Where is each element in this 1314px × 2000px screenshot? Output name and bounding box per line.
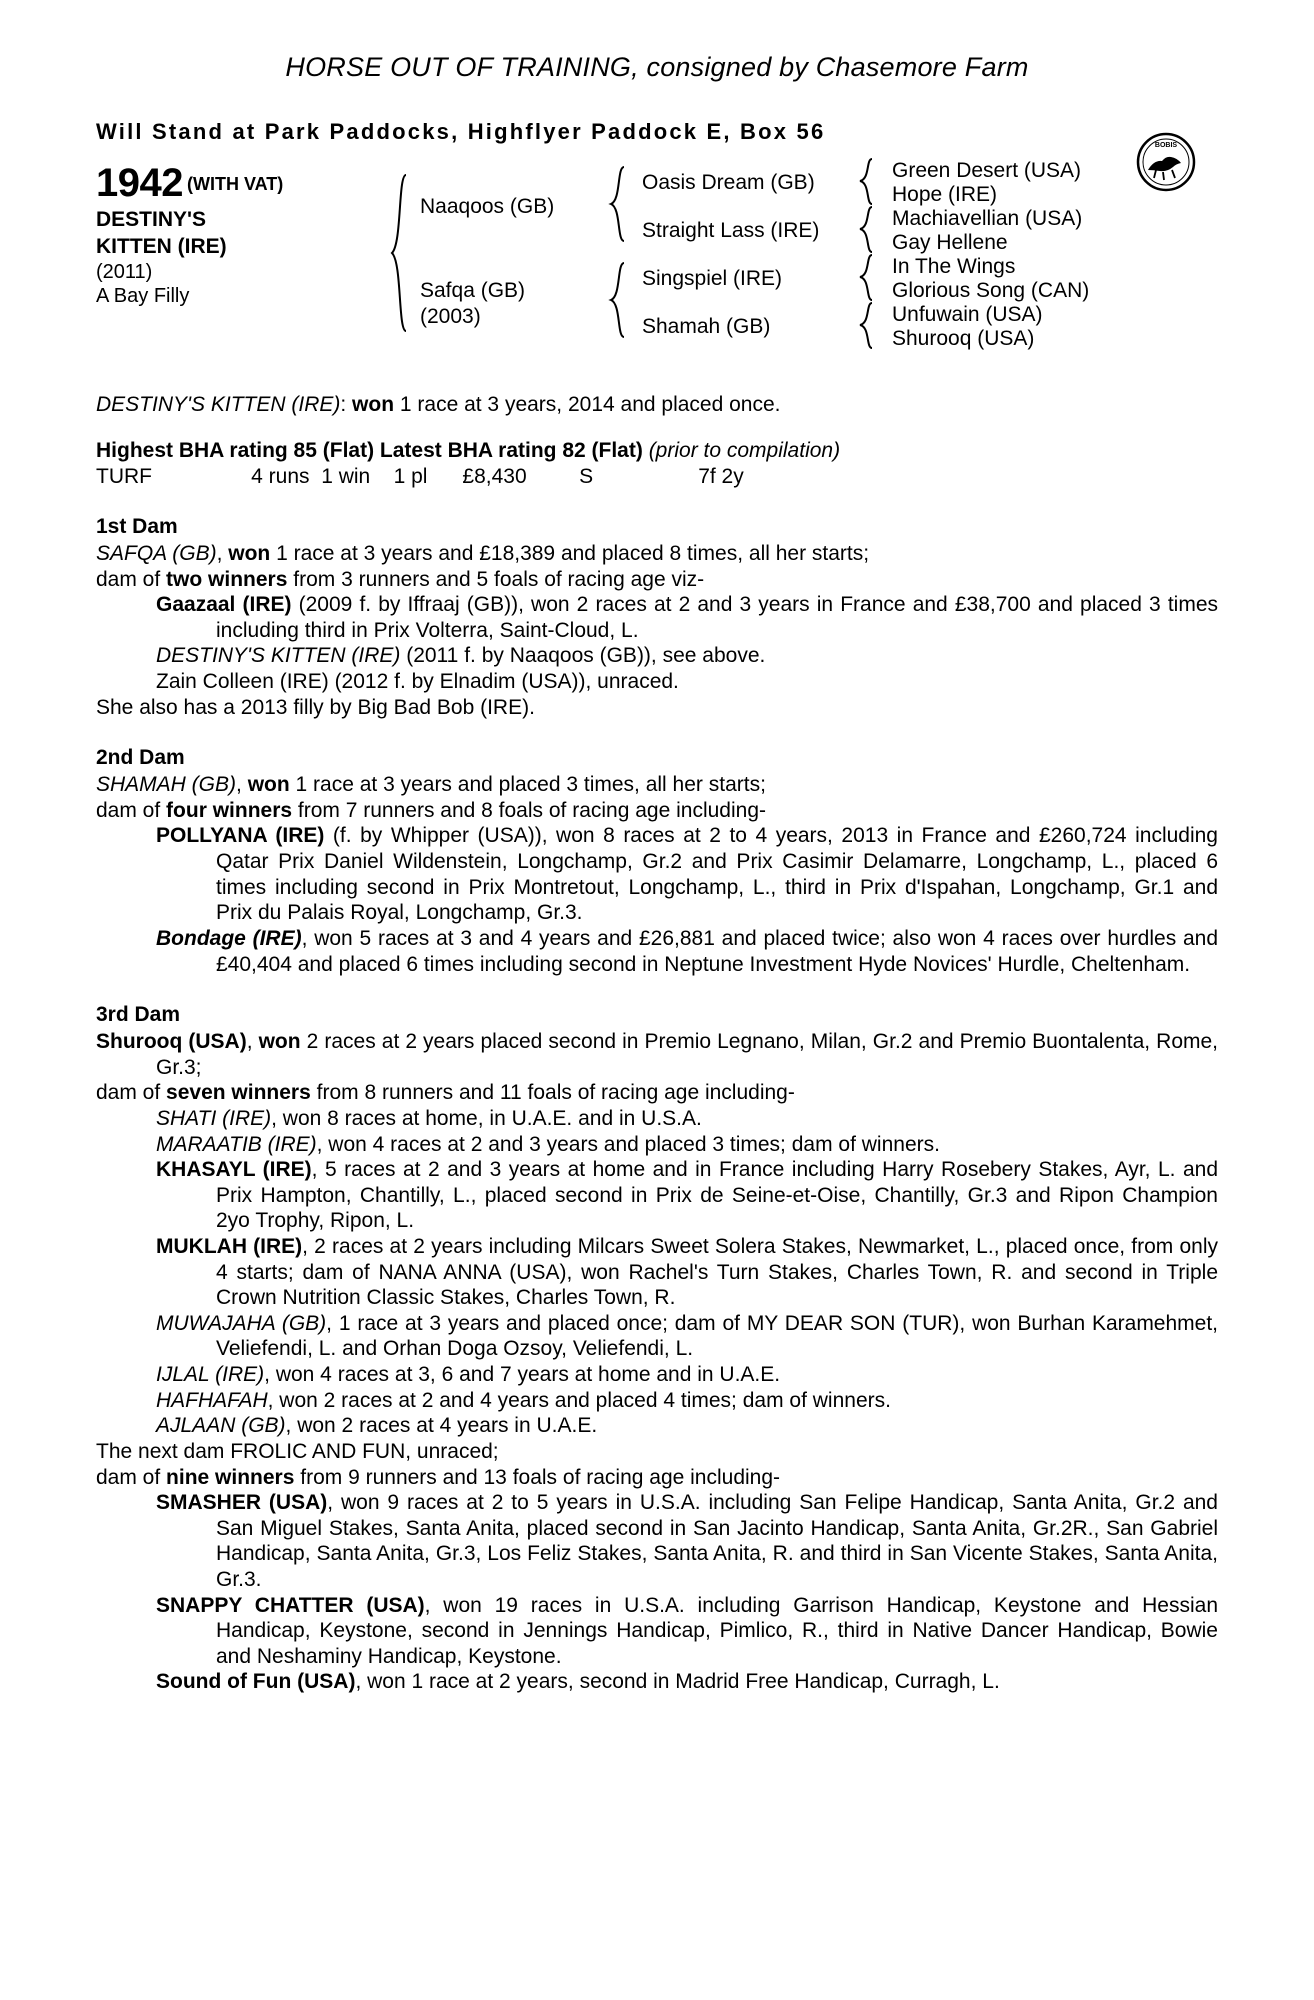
great-grandparent-7: Unfuwain (USA) [892, 303, 1043, 326]
pedigree-brace-3 [608, 261, 628, 339]
great-grandparent-3: Machiavellian (USA) [892, 207, 1083, 230]
great-grandparent-4: Gay Hellene [892, 231, 1008, 254]
turf-record-row: TURF 4 runs 1 win 1 pl £8,430 S 7f 2y [96, 465, 744, 488]
dam3-progeny-7 [96, 1388, 1218, 1414]
grandparent-1: Oasis Dream (GB) [642, 171, 815, 194]
dam3-progeny-4 [96, 1234, 1218, 1311]
section-heading-1st-dam: 1st Dam [96, 515, 178, 538]
progeny-text: , won 2 races at 4 years in U.A.E. [285, 1414, 598, 1438]
pedigree-brace-2 [608, 165, 628, 243]
progeny-name: Bondage (IRE) [156, 926, 302, 950]
progeny-name: Zain Colleen (IRE) [156, 670, 329, 694]
dam1-footer: She also has a 2013 filly by Big Bad Bob (IRE). [96, 695, 535, 719]
dam1-progeny-1 [96, 592, 1218, 643]
dam1-progeny-2 [96, 643, 1218, 669]
dam1-name: SAFQA (GB) [96, 542, 217, 565]
horse-name-line2: KITTEN (IRE) [96, 234, 227, 258]
next-dam-progeny-1 [96, 1490, 1218, 1592]
lot-identity [96, 161, 376, 308]
dam2-line2-rest: from 7 runners and 8 foals of racing age including- [292, 798, 766, 822]
grandparent-4: Shamah (GB) [642, 315, 771, 338]
svg-text:BOBIS: BOBIS [1154, 142, 1178, 149]
dam2-sep: , [236, 773, 248, 797]
next-dam-line1: The next dam FROLIC AND FUN, unraced; [96, 1439, 499, 1463]
dam1-progeny-3 [96, 669, 1218, 695]
dam3-won: won [258, 1030, 301, 1054]
dam2-name: SHAMAH (GB) [96, 773, 237, 797]
progeny-text: , won 9 races at 2 to 5 years in U.S.A. including San Felipe Handicap, Santa Anita, Gr.2 and San Miguel Stakes, Santa Anita, placed second in San Jacinto Handicap, Santa Anita, Gr.2R., San Gabriel Handicap, Santa Anita, Gr.3, Los Feliz Stakes, Santa Anita, R. and third in San Vicente Stakes, Santa Anita, Gr.3. [216, 1491, 1218, 1591]
dam1-line1 [96, 541, 1218, 567]
dam-year: (2003) [420, 305, 481, 328]
progeny-name: SHATI (IRE) [156, 1106, 272, 1130]
great-grandparent-2: Hope (IRE) [892, 183, 998, 206]
progeny-text: , 5 races at 2 and 3 years at home and in France including Harry Rosebery Stakes, Ayr, L. and Prix Hampton, Chantilly, L., placed second in Prix de Seine-et-Oise, Chantilly, Gr.3 and Ripon Champion 2yo Trophy, Ripon, L. [216, 1158, 1218, 1233]
section-heading-2nd-dam: 2nd Dam [96, 746, 185, 770]
page-title: HORSE OUT OF TRAINING, consigned by Chasemore Farm [285, 52, 1029, 82]
pedigree-brace-5 [858, 205, 876, 255]
next-dam-progeny-3 [96, 1669, 1218, 1695]
dam2-progeny-2 [96, 926, 1218, 977]
dam3-progeny-3 [96, 1157, 1218, 1234]
summary-won: won [352, 393, 395, 416]
great-grandparent-1: Green Desert (USA) [892, 159, 1082, 182]
dam2-won: won [247, 773, 290, 797]
dam3-progeny-1 [96, 1106, 1218, 1132]
next-dam-line2-rest: from 9 runners and 13 foals of racing age including- [294, 1465, 781, 1489]
progeny-name: POLLYANA (IRE) [156, 824, 325, 848]
dam3-progeny-2 [96, 1132, 1218, 1158]
dam3-progeny-8 [96, 1413, 1218, 1439]
bha-ratings-headline: Highest BHA rating 85 (Flat) Latest BHA rating 82 (Flat) [96, 439, 643, 462]
dam1-sep: , [216, 542, 229, 565]
progeny-text: , 2 races at 2 years including Milcars Sweet Solera Stakes, Newmarket, L., placed once, from only 4 starts; dam of NANA ANNA (USA), won Rachel's Turn Stakes, Charles Town, R. and second in Triple Crown Nutrition Classic Stakes, Charles Town, R. [216, 1235, 1219, 1310]
dam1-winners-count: two winners [166, 567, 288, 591]
dam3-line1 [96, 1029, 1218, 1080]
progeny-name: Gaazaal (IRE) [156, 593, 292, 617]
dam2-line2 [96, 798, 1218, 824]
dam2-winners-count: four winners [166, 798, 293, 822]
dam2-progeny-1 [96, 823, 1218, 925]
summary-colon: : [340, 393, 353, 416]
grandparent-2: Straight Lass (IRE) [642, 219, 820, 242]
dam3-line2-rest: from 8 runners and 11 foals of racing age including- [310, 1081, 795, 1105]
dam1-line2 [96, 567, 1218, 593]
progeny-name: SMASHER (USA) [156, 1491, 328, 1515]
progeny-text: (2012 f. by Elnadim (USA)), unraced. [328, 670, 679, 694]
dam1-line1-rest: 1 race at 3 years and £18,389 and placed 8 times, all her starts; [270, 542, 870, 565]
bha-ratings-note: (prior to compilation) [648, 439, 841, 462]
sire-name: Naaqoos (GB) [420, 195, 555, 218]
dam3-progeny-5 [96, 1311, 1218, 1362]
dam-name: Safqa (GB) [420, 279, 526, 302]
pedigree-brace-7 [858, 301, 876, 351]
progeny-name: MUWAJAHA (GB) [156, 1311, 327, 1335]
stand-location-line: Will Stand at Park Paddocks, Highflyer Paddock E, Box 56 [96, 119, 826, 144]
dam3-sep: , [246, 1030, 259, 1054]
progeny-text: (2011 f. by Naaqoos (GB)), see above. [400, 644, 766, 668]
section-heading-3rd-dam: 3rd Dam [96, 1003, 181, 1027]
progeny-text: , won 4 races at 2 and 3 years and placed 3 times; dam of winners. [316, 1132, 940, 1156]
progeny-text: , won 1 race at 2 years, second in Madrid Free Handicap, Curragh, L. [355, 1670, 1000, 1694]
progeny-text: (2009 f. by Iffraaj (GB)), won 2 races at 2 and 3 years in France and £38,700 and placed 3 times including third in Prix Volterra, Saint-Cloud, L. [216, 593, 1218, 642]
progeny-name: KHASAYL (IRE) [156, 1158, 312, 1182]
summary-horse-name: DESTINY'S KITTEN (IRE) [96, 393, 341, 416]
next-dam-damof: dam of [96, 1465, 167, 1489]
progeny-text: , won 8 races at home, in U.A.E. and in U.S.A. [271, 1106, 702, 1130]
pedigree-brace-6 [858, 253, 876, 303]
next-dam-line2 [96, 1465, 1218, 1491]
dam1-line2-rest: from 3 runners and 5 foals of racing age viz- [287, 567, 705, 591]
dam3-line2 [96, 1080, 1218, 1106]
bha-ratings-line [96, 439, 1218, 463]
great-grandparent-8: Shurooq (USA) [892, 327, 1035, 350]
horse-name-line1: DESTINY'S [96, 208, 207, 231]
dam1-damof: dam of [96, 567, 167, 591]
dam3-name: Shurooq (USA) [96, 1030, 247, 1054]
great-grandparent-5: In The Wings [892, 255, 1016, 278]
year-of-birth: (2011) [96, 260, 153, 283]
progeny-text: , won 19 races in U.S.A. including Garrison Handicap, Keystone and Hessian Handicap, Keystone, second in Jennings Handicap, Pimlico, R., third in Native Dancer Handicap, Bowie and Neshaminy Handicap, Keystone. [216, 1593, 1218, 1668]
horse-description: A Bay Filly [96, 284, 190, 307]
race-record-summary [96, 393, 1218, 417]
progeny-text: , won 4 races at 3, 6 and 7 years at home and in U.A.E. [264, 1363, 781, 1387]
dam1-won: won [228, 542, 271, 565]
great-grandparent-6: Glorious Song (CAN) [892, 279, 1090, 302]
progeny-name: IJLAL (IRE) [156, 1363, 265, 1387]
dam3-winners-count: seven winners [166, 1081, 311, 1105]
progeny-text: , 1 race at 3 years and placed once; dam of MY DEAR SON (TUR), won Burhan Karamehmet, Veliefendi, L. and Orhan Doga Ozsoy, Veliefendi, L. [216, 1311, 1219, 1361]
dam2-line1-rest: 1 race at 3 years and placed 3 times, all her starts; [289, 773, 766, 797]
dam3-progeny-6 [96, 1362, 1218, 1388]
progeny-name: DESTINY'S KITTEN (IRE) [156, 644, 401, 668]
progeny-name: AJLAAN (GB) [156, 1414, 286, 1438]
progeny-text: , won 2 races at 2 and 4 years and placed 4 times; dam of winners. [267, 1388, 891, 1412]
summary-rest: 1 race at 3 years, 2014 and placed once. [394, 393, 781, 416]
dam2-line1 [96, 772, 1218, 798]
dam3-damof: dam of [96, 1081, 167, 1105]
pedigree-brace-4 [858, 157, 876, 207]
progeny-name: Sound of Fun (USA) [156, 1670, 356, 1694]
progeny-name: SNAPPY CHATTER (USA) [156, 1593, 425, 1617]
progeny-name: MARAATIB (IRE) [156, 1132, 317, 1156]
next-dam-progeny-2 [96, 1593, 1218, 1670]
next-dam-winners-count: nine winners [166, 1465, 295, 1489]
dam3-line1-rest: 2 races at 2 years placed second in Premio Legnano, Milan, Gr.2 and Premio Buontalenta, Rome, Gr.3; [156, 1030, 1219, 1079]
progeny-text: , won 5 races at 3 and 4 years and £26,881 and placed twice; also won 4 races over hurdles and £40,404 and placed 6 times including second in Neptune Investment Hyde Novices' Hurdle, Cheltenham. [216, 926, 1218, 976]
progeny-name: MUKLAH (IRE) [156, 1235, 303, 1259]
lot-number: 1942 [96, 161, 183, 205]
pedigree-brace-1 [388, 173, 410, 333]
vat-note: (WITH VAT) [186, 174, 284, 194]
progeny-text: (f. by Whipper (USA)), won 8 races at 2 to 4 years, 2013 in France and £260,724 including Qatar Prix Daniel Wildenstein, Longchamp, Gr.2 and Prix Casimir Delamarre, Longchamp, L., placed 6 times including second in Prix Montretout, Longchamp, L., third in Prix d'Ispahan, Longchamp, Gr.1 and Prix du Palais Royal, Longchamp, Gr.3. [216, 824, 1218, 925]
dam2-damof: dam of [96, 798, 167, 822]
progeny-name: HAFHAFAH [156, 1388, 268, 1412]
pedigree-table [96, 161, 1218, 371]
grandparent-3: Singspiel (IRE) [642, 267, 783, 290]
